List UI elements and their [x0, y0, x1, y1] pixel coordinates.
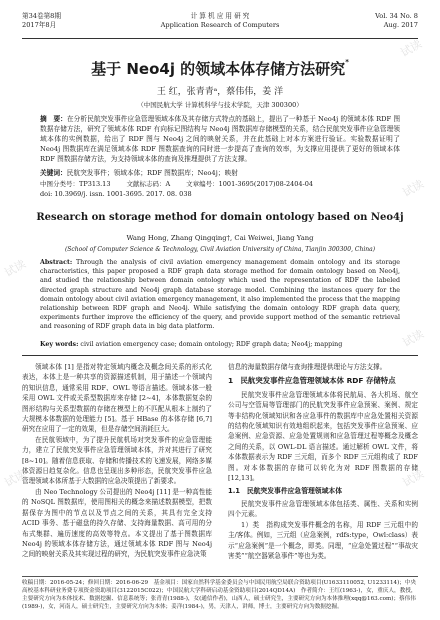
title-footnote-mark: *	[345, 58, 349, 66]
abstract-en-label: Abstract:	[40, 259, 73, 266]
article-number: 文章编号：1001-3695(2017)08-2404-04	[186, 180, 314, 188]
clc-number: 中图分类号：TP313.13	[40, 180, 111, 188]
abstract-cn-text: 在分析民航突发事件应急管理领域本体及其存储方式特点的基础上，提出了一种基于 Neo4j 的领域本体 RDF 图数据存储方法，研究了领域本体 RDF 有向标记图结构与 Neo4j 图数据库存储模型的关系，结合民航突发事件应急管理领域本体的实例数据，给出了 RDF 图与 Neo4j 之间的映射关系，并在此基础上对本方案进行验证。实验数据证明了 Neo4j 图数据库在满足领域本体 RDF 图数据查询的同时进一步提高了查询的效率，为支撑应用提供了更好的领域本体 RDF 图数据存储方法，为支持领域本体的查询及推理提供了方法支撑。	[40, 115, 401, 163]
abstract-en-text: Through the analysis of civil aviation emergency management domain ontology and its storage characteristics, this paper proposed a RDF graph data storage method for domain ontology based on Neo4j, and studied the relationship between domain ontology which used the representation of RDF the labeled directed graph structure and Neo4j graph database storage model. Combining the instances query for the domain ontology about civil aviation emergency management, it also implemented the process that the mapping relationship between RDF graph and Neo4j. While satisfying the domain ontology RDF graph data query, experiments further improve the efficiency of the query, and provide support method of the semantic retrieval and reasoning of RDF graph data in big data platform.	[40, 259, 400, 331]
watermark: 试读	[400, 327, 427, 350]
body-paragraph: 民航突发事件应急管理领域本体包括类、属性、关系和实例四个元素。	[228, 499, 418, 519]
watermark: 试读	[2, 467, 29, 490]
affiliation-cn: （中国民航大学 计算机科学与技术学院，天津 300300）	[137, 101, 303, 109]
watermark: 试读	[400, 467, 427, 490]
affiliation-en: (School of Computer Science & Technology, Civil Aviation University of China, Tianjin 300300, China)	[64, 246, 376, 253]
abstract-cn	[40, 114, 400, 164]
paper-title-en: Research on storage method for domain ontology based on Neo4j	[36, 212, 404, 223]
authors-cn: 王 红，张青青ᵃ，蔡伟伟，姜 洋	[156, 87, 284, 97]
body-column-right	[228, 362, 418, 561]
keywords-en-text: civil aviation emergency case; domain ontology; RDF graph data; Neo4j; mapping	[80, 341, 343, 348]
header-journal	[22, 12, 418, 30]
header-date-en: Aug. 2017	[383, 21, 418, 29]
abstract-cn-label: 摘 要：	[40, 115, 67, 123]
body-paragraph: 在民航领域中，为了提升民航机场对突发事件的应急管理能力，建立了民航突发事件应急管理领域本体，并对其进行了研究 [8~10]。随着信息获取、存储和传播技术的飞速发展，网络多媒体资源日趋复杂化。信息也呈现出多种形态，民航突发事件应急管理领域本体所基于大数据的应急决策提出了新要求。	[22, 435, 212, 486]
paper-title-cn-text: 基于 Neo4j 的领域本体存储方法研究	[91, 60, 346, 78]
keywords-cn	[40, 168, 400, 178]
paper-title-cn	[0, 58, 440, 79]
keywords-en-label: Key words:	[40, 341, 79, 348]
section-heading: 1 民航突发事件应急管理领域本体 RDF 存储特点	[228, 376, 396, 386]
keywords-en	[40, 340, 400, 349]
body-paragraph: 民航突发事件应急管理领域本体将民航局、各大机场、航空公司与空管局等管理部门的民航突发事件应急预案、案例、规定等非结构化领域知识和各应急事件的数据库中应急处置相关资源的结构化领域知识有效地组织起来，包括突发事件应急预案、应急案例、应急资源、应急处置规则和应急管理过程等概念及概念之间的关系，以 OWL-DL 语言描述。通过解析 OWL 文件，将本体数据表示为 RDF 三元组，而多个 RDF 三元组构成了 RDF 图。对本体数据的存储可以转化为对 RDF 图数据的存储 [12,13]。	[228, 390, 418, 483]
header-vol-no: Vol. 34 No. 8	[375, 12, 418, 20]
watermark: 试读	[398, 37, 425, 60]
keywords-cn-label: 关键词：	[40, 169, 67, 177]
running-header	[22, 12, 418, 39]
header-journal-en: Application Research of Computers	[160, 21, 280, 29]
document-code: 文献标志码：A	[126, 180, 171, 188]
watermark: 试读	[400, 177, 427, 200]
divider	[22, 355, 418, 356]
doi[interactable]: doi: 10.3969/j. issn. 1001-3695. 2017. 08. 038	[40, 190, 192, 198]
body-paragraph: 领域本体 [1] 是指对特定领域内概念及概念间关系的形式化表达，本体上是一种共享的资源描述机制，用于描述一个领域内的知识信息，通常采用 RDF、OWL 等语言描述。领域本体一般采用 OWL 文件或关系型数据库来存储 [2~4]，本体数据复杂的图形结构与关系型数据的存储在模型上的不匹配从根本上制约了大规模本体数据的处理能力 [5]。基于 HBase 的本体存储 [6,7] 研究在应用了一定的效果，但是存储空间消耗巨大。	[22, 363, 212, 434]
footnote: 收稿日期：2016-05-24；修回日期：2016-06-29 基金项目：国家自然科学基金委员会与中国民用航空局联合资助项目(U1633110052, U1233114)；中央高校基本科研业务费专项资金资助项目(3122015C022)；中国民航大学科研启动基金资助项目(2014QD14A) 作者简介：王红(1963-)，女，重庆人，教授，主要研究方向为本体技术、数据挖掘、信息系统等；张青青(1988-)，女(通信作者)，山西人，硕士研究生，主要研究方向为本体推理(xqq@163.com)；蔡伟伟(1989-)，女，河南人，硕士研究生，主要研究方向为本体；姜洋(1984-)，男，天津人，讲师，博士，主要研究方向为数据挖掘。	[22, 576, 418, 611]
body-column-left	[22, 362, 212, 560]
header-vol-en	[375, 12, 418, 30]
keywords-cn-text: 民航突发事件；领域本体；RDF 图数据库；Neo4j；映射	[66, 169, 238, 177]
header-volume-issue: 第34卷第8期	[22, 12, 61, 20]
body-paragraph: 1）类 指构成突发事件概念的名称，用 RDF 三元组中的主/客体。例如，三元组（应急案例，rdfs:type，Owl:class）表示“应急案例”是一个概念，即类。同理，“应急处置过程”“事故灾害类”“航空器紧急事件”等也为类。	[228, 520, 418, 560]
header-date-cn: 2017年8月	[22, 21, 57, 29]
body-paragraph: 信息的海量数据存储与查询推理提供理论与方法支撑。	[228, 363, 387, 371]
watermark: 试读	[2, 257, 29, 280]
article-meta	[40, 179, 400, 199]
body-paragraph: 由 Neo Technology 公司提出的 Neo4j [11] 是一种高性能的 NoSQL 图数据库，使用图相关的概念来描述数据模型，把数据保存为图中的节点以及节点之间的关系，其具有完全支持 ACID 事务、基于磁盘的持久存储、支持海量数据、高可用的分布式集群、遍历速度的高效等特点。本文提出了基于图数据库 Neo4j 的领域本体存储方法，通过领域本体 RDF 图与 Neo4j 之间的映射关系及其实现过程的研究，为民航突发事件应急决策	[22, 487, 212, 559]
authors-en: Wang Hong, Zhang Qingqing†, Cai Weiwei, Jiang Yang	[126, 234, 314, 242]
abstract-en	[40, 258, 400, 332]
subsection-heading: 1.1 民航突发事件应急管理领域本体	[228, 487, 342, 496]
header-journal-cn: 计 算 机 应 用 研 究	[190, 12, 250, 20]
